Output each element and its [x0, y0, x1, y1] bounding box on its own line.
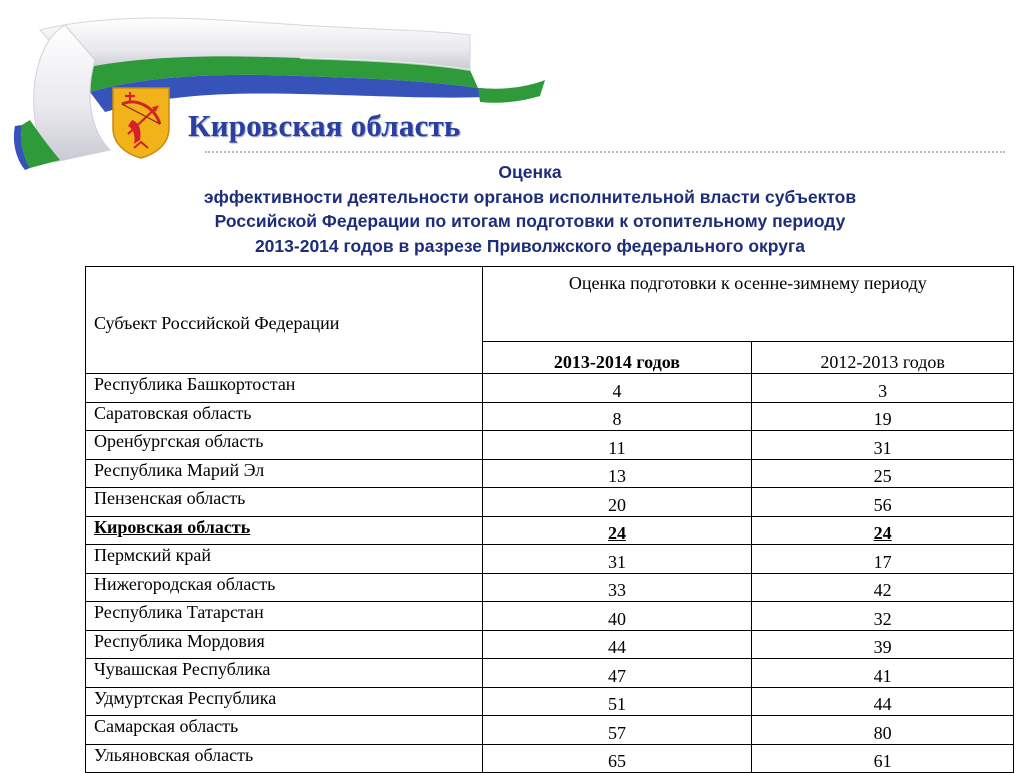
table-row — [86, 687, 1014, 716]
row-score-2013-2014 — [482, 402, 752, 431]
row-score-2013-2014-text: 20 — [607, 494, 626, 515]
row-score-2012-2013 — [752, 402, 1014, 431]
column-header-2013-2014: 2013-2014 годов — [482, 342, 752, 374]
row-score-2013-2014 — [482, 431, 752, 460]
table-row — [86, 516, 1014, 545]
row-score-2012-2013-text: 56 — [873, 494, 892, 515]
row-subject-text: Оренбургская область — [94, 431, 264, 451]
row-score-2013-2014 — [482, 573, 752, 602]
row-score-2012-2013 — [752, 545, 1014, 574]
row-subject — [86, 459, 483, 488]
row-score-2013-2014-text: 47 — [607, 665, 626, 686]
column-header-group: Оценка подготовки к осенне-зимнему периоду — [482, 267, 1013, 342]
table-row — [86, 431, 1014, 460]
row-score-2012-2013-text: 24 — [873, 523, 892, 543]
flag-ribbon-icon — [0, 0, 560, 175]
header-divider — [205, 151, 1005, 153]
row-subject-text: Самарская область — [94, 716, 239, 736]
heading-line-3: Российской Федерации по итогам подготовки к отопительному периоду — [214, 211, 846, 231]
table-body — [86, 374, 1014, 773]
row-score-2012-2013 — [752, 374, 1014, 403]
row-score-2013-2014 — [482, 716, 752, 745]
row-subject-text: Чувашская Республика — [94, 659, 271, 679]
table-row — [86, 459, 1014, 488]
row-subject — [86, 374, 483, 403]
row-score-2012-2013 — [752, 687, 1014, 716]
row-subject-text: Республика Башкортостан — [94, 374, 296, 394]
row-score-2012-2013 — [752, 659, 1014, 688]
row-score-2013-2014-text: 11 — [608, 437, 626, 458]
table-row — [86, 488, 1014, 517]
document-heading — [80, 160, 980, 258]
row-score-2012-2013-text: 44 — [873, 694, 892, 714]
row-score-2012-2013 — [752, 602, 1014, 631]
row-score-2013-2014-text: 65 — [607, 751, 626, 771]
row-score-2012-2013 — [752, 630, 1014, 659]
row-subject — [86, 431, 483, 460]
table-row — [86, 374, 1014, 403]
row-score-2013-2014 — [482, 545, 752, 574]
row-score-2013-2014 — [482, 488, 752, 517]
row-score-2013-2014-text: 4 — [612, 380, 622, 401]
table-row — [86, 545, 1014, 574]
row-score-2013-2014-text: 8 — [612, 409, 622, 429]
row-score-2013-2014-text: 13 — [607, 466, 626, 486]
table-row — [86, 716, 1014, 745]
row-score-2013-2014 — [482, 630, 752, 659]
region-title: Кировская область — [188, 108, 461, 143]
row-score-2013-2014-text: 51 — [607, 694, 626, 714]
row-score-2013-2014-text: 24 — [607, 523, 626, 543]
row-subject-text: Пензенская область — [94, 488, 246, 508]
row-score-2012-2013 — [752, 716, 1014, 745]
row-subject — [86, 630, 483, 659]
row-subject-text: Республика Марий Эл — [94, 459, 265, 480]
row-score-2012-2013 — [752, 459, 1014, 488]
table-row — [86, 630, 1014, 659]
row-score-2012-2013-text: 3 — [878, 380, 888, 401]
row-score-2013-2014-text: 44 — [607, 637, 626, 657]
row-subject — [86, 716, 483, 745]
table-row — [86, 402, 1014, 431]
row-score-2012-2013 — [752, 573, 1014, 602]
row-score-2012-2013 — [752, 431, 1014, 460]
column-header-subject: Субъект Российской Федерации — [86, 267, 483, 374]
row-score-2013-2014 — [482, 459, 752, 488]
row-score-2012-2013-text: 61 — [873, 751, 892, 771]
row-subject — [86, 402, 483, 431]
table-row — [86, 602, 1014, 631]
row-subject-text: Республика Татарстан — [94, 602, 264, 622]
row-score-2013-2014 — [482, 659, 752, 688]
heading-line-1: Оценка — [498, 162, 562, 182]
results-table — [85, 266, 1014, 773]
row-score-2013-2014 — [482, 687, 752, 716]
row-score-2012-2013-text: 80 — [873, 722, 892, 743]
row-score-2013-2014-text: 57 — [607, 722, 626, 743]
row-score-2013-2014-text: 33 — [607, 580, 626, 600]
row-subject-text: Республика Мордовия — [94, 630, 265, 651]
row-score-2012-2013-text: 19 — [873, 409, 892, 429]
row-subject-text: Кировская область — [94, 516, 251, 537]
row-subject-text: Пермский край — [94, 545, 211, 565]
row-subject — [86, 516, 483, 545]
row-score-2012-2013-text: 39 — [873, 637, 892, 657]
row-score-2013-2014 — [482, 602, 752, 631]
row-score-2012-2013 — [752, 744, 1014, 773]
table-row — [86, 659, 1014, 688]
row-subject — [86, 545, 483, 574]
row-subject — [86, 573, 483, 602]
row-score-2012-2013-text: 32 — [873, 608, 892, 629]
row-subject — [86, 687, 483, 716]
row-score-2012-2013-text: 31 — [873, 437, 892, 458]
row-subject — [86, 602, 483, 631]
row-subject-text: Саратовская область — [94, 402, 252, 423]
row-subject-text: Ульяновская область — [94, 744, 254, 765]
row-score-2012-2013 — [752, 516, 1014, 545]
heading-line-2: эффективности деятельности органов исполнительной власти субъектов — [203, 186, 857, 207]
row-score-2012-2013-text: 42 — [873, 580, 892, 600]
row-score-2013-2014-text: 40 — [607, 608, 626, 629]
heading-line-4: 2013-2014 годов в разрезе Приволжского федерального округа — [254, 235, 806, 256]
column-header-2012-2013: 2012-2013 годов — [752, 342, 1014, 374]
row-subject-text: Удмуртская Республика — [94, 687, 277, 708]
row-score-2013-2014 — [482, 744, 752, 773]
kirov-coat-of-arms-icon — [110, 84, 172, 160]
row-subject — [86, 488, 483, 517]
row-score-2013-2014-text: 31 — [607, 551, 626, 572]
row-score-2013-2014 — [482, 516, 752, 545]
row-score-2012-2013-text: 25 — [873, 466, 892, 486]
row-subject — [86, 744, 483, 773]
row-score-2012-2013-text: 17 — [873, 551, 892, 572]
row-score-2013-2014 — [482, 374, 752, 403]
table-row — [86, 573, 1014, 602]
table-row — [86, 744, 1014, 773]
row-subject — [86, 659, 483, 688]
row-subject-text: Нижегородская область — [94, 573, 276, 594]
row-score-2012-2013-text: 41 — [873, 665, 892, 686]
row-score-2012-2013 — [752, 488, 1014, 517]
